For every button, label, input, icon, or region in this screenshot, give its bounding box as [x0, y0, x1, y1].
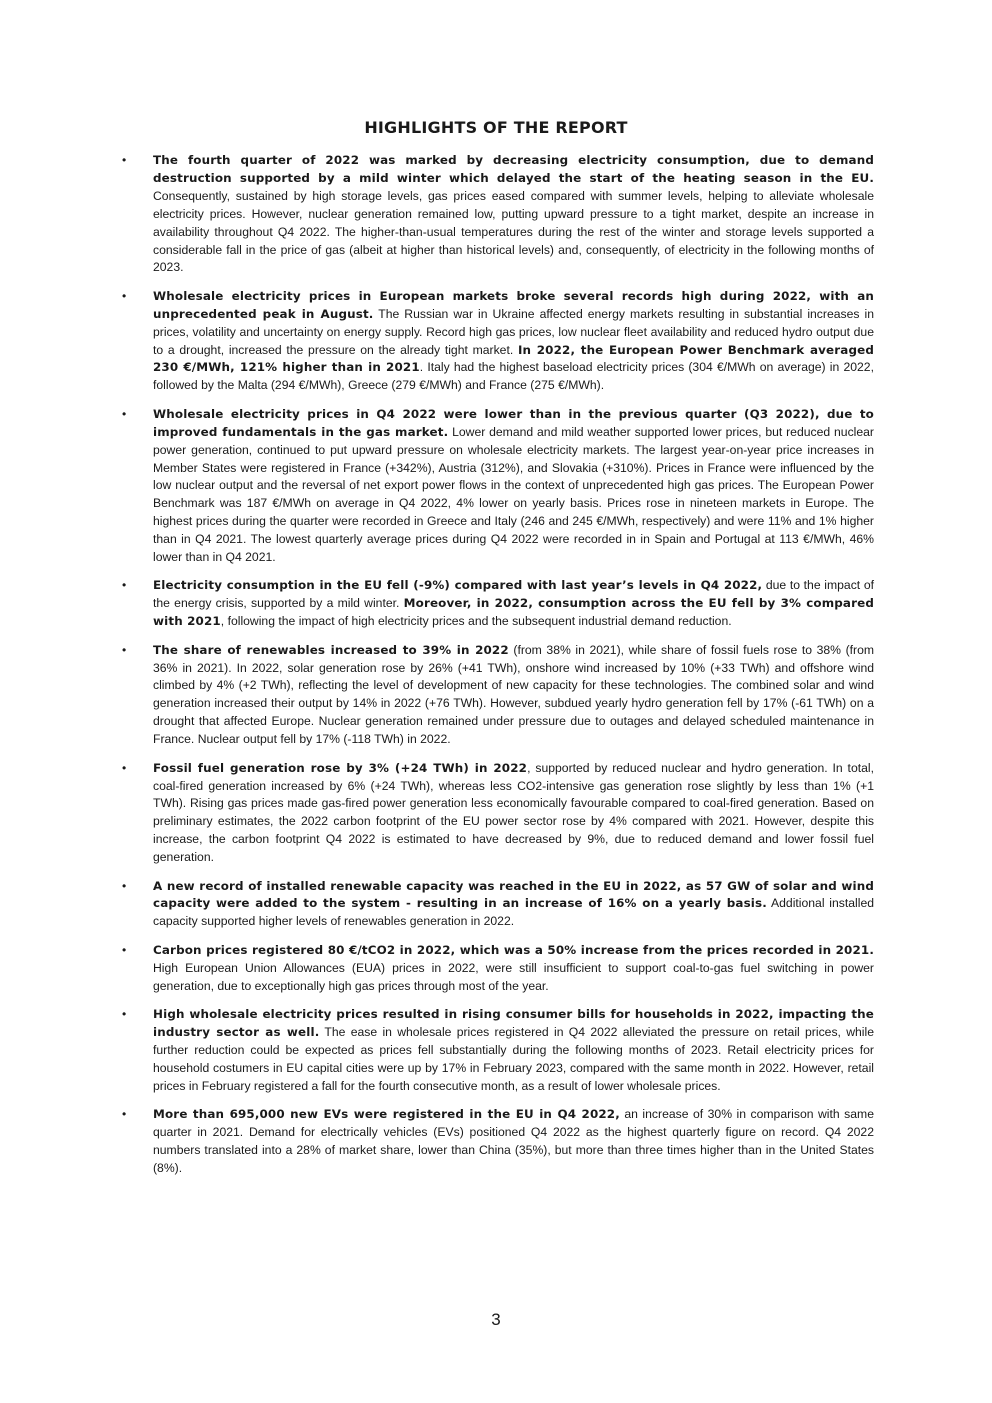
- highlight-lead: Fossil fuel generation rose by 3% (+24 TWh) in 2022: [153, 760, 528, 775]
- highlight-text: an increase of 30% in comparison with same quarter in 2021. Demand for electrically vehicles (EVs) positioned Q4 2022 as the highest quarterly figure on record. Q4 2022 numbers translated into a 28% of market share, lower than China (35%), but more than three times higher than in the United States (8%).: [153, 1107, 874, 1175]
- page-title: HIGHLIGHTS OF THE REPORT: [364, 118, 628, 137]
- highlight-text: Consequently, sustained by high storage levels, gas prices eased compared with summer levels, helping to alleviate wholesale electricity prices. However, nuclear generation remained low, putting upward pressure to a tight market, despite an increase in availability throughout Q4 2022. The higher-than-usual temperatures during the rest of the winter and storage levels supported a considerable fall in the price of gas (albeit at higher than historical levels) and, consequently, of electricity in the following months of 2023.: [153, 188, 874, 275]
- list-item: [122, 760, 874, 867]
- highlight-text: Lower demand and mild weather supported lower prices, but reduced nuclear power generation, continued to put upward pressure on wholesale electricity markets. The largest year-on-year price increases in Member States were registered in France (+342%), Austria (312%), and Slovakia (+310%). Prices in France were influenced by the low nuclear output and the reversal of net export power flows in the context of unprecedented high gas prices. The European Power Benchmark was 187 €/MWh on average in Q4 2022, 4% lower on yearly basis. Prices rose in nineteen markets in Europe. The highest prices during the quarter were recorded in Greece and Italy (246 and 245 €/MWh, respectively) and were 11% and 1% higher than in Q4 2021. The lowest quarterly average prices during Q4 2022 were recorded in in Spain and Portugal at 113 €/MWh, 46% lower than in Q4 2021.: [153, 424, 874, 565]
- bullet-icon: •: [122, 1107, 127, 1121]
- highlight-lead: Wholesale electricity prices in Q4 2022 were lower than in the previous quarter (Q3 2022), due to improved fundamentals in the gas market.: [153, 406, 874, 439]
- list-item: [122, 288, 874, 395]
- highlight-text: , following the impact of high electricity prices and the subsequent industrial demand reduction.: [220, 614, 732, 629]
- highlight-lead: The share of renewables increased to 39% in 2022: [153, 642, 509, 657]
- highlight-text: due to the impact of the energy crisis, supported by a mild winter.: [153, 578, 874, 611]
- highlight-lead: Wholesale electricity prices in European markets broke several records high during 2022, with an unprecedented peak in August.: [153, 288, 874, 321]
- highlight-text: High European Union Allowances (EUA) prices in 2022, were still insufficient to support coal-to-gas fuel switching in power generation, due to exceptionally high gas prices through most of the year.: [153, 960, 874, 993]
- bullet-icon: •: [122, 942, 127, 957]
- list-item: [122, 1106, 874, 1178]
- highlight-text: Additional installed capacity supported higher levels of renewables generation in 2022.: [153, 896, 874, 929]
- bullet-icon: •: [122, 642, 127, 657]
- highlights-list: [122, 152, 874, 1188]
- bullet-icon: •: [122, 153, 127, 167]
- page-number: 3: [491, 1310, 501, 1329]
- highlight-emphasis: In 2022, the European Power Benchmark averaged 230 €/MWh, 121% higher than in 2021: [153, 342, 874, 375]
- bullet-icon: •: [122, 878, 127, 893]
- bullet-icon: •: [122, 406, 127, 421]
- highlight-lead: More than 695,000 new EVs were registered in the EU in Q4 2022,: [153, 1107, 620, 1121]
- list-item: [122, 1006, 874, 1096]
- bullet-icon: •: [122, 1006, 127, 1021]
- highlight-text: The Russian war in Ukraine affected energy markets resulting in substantial increases in prices, volatility and uncertainty on energy supply. Record high gas prices, low nuclear fleet availability and reduced hydro output due to a drought, increased the pressure on the already tight market.: [153, 306, 874, 357]
- highlight-text: . Italy had the highest baseload electricity prices (304 €/MWh on average) in 2022, followed by the Malta (294 €/MWh), Greece (279 €/MWh) and France (275 €/MWh).: [153, 360, 874, 393]
- list-item: [122, 642, 874, 749]
- list-item: [122, 942, 874, 996]
- highlight-emphasis: Moreover, in 2022, consumption across the EU fell by 3% compared with 2021: [153, 596, 874, 629]
- list-item: [122, 406, 874, 567]
- highlight-lead: A new record of installed renewable capacity was reached in the EU in 2022, as 57 GW of solar and wind capacity were added to the system - resulting in an increase of 16% on a yearly basis.: [153, 878, 874, 911]
- highlight-lead: The fourth quarter of 2022 was marked by decreasing electricity consumption, due to demand destruction supported by a mild winter which delayed the start of the heating season in the EU.: [153, 153, 874, 185]
- bullet-icon: •: [122, 578, 127, 593]
- list-item: [122, 878, 874, 932]
- highlight-lead: High wholesale electricity prices resulted in rising consumer bills for households in 2022, impacting the industry sector as well.: [153, 1006, 874, 1039]
- highlight-lead: Electricity consumption in the EU fell (-9%) compared with last year’s levels in Q4 2022,: [153, 578, 763, 593]
- bullet-icon: •: [122, 760, 127, 775]
- highlight-text: , supported by reduced nuclear and hydro generation. In total, coal-fired generation increased by 6% (+24 TWh), whereas less CO2-intensive gas generation rose slightly by less than 1% (+1 TWh). Rising gas prices made gas-fired power generation less economically favourable compared to coal-fired generation. Based on preliminary estimates, the 2022 carbon footprint of the EU power sector rose by 4% compared with 2021. However, despite this increase, the carbon footprint Q4 2022 is estimated to have decreased by 9%, due to reduced demand and lower fossil fuel generation.: [153, 760, 874, 865]
- list-item: [122, 152, 874, 277]
- list-item: [122, 577, 874, 631]
- bullet-icon: •: [122, 288, 127, 303]
- highlight-lead: Carbon prices registered 80 €/tCO2 in 2022, which was a 50% increase from the prices recorded in 2021.: [153, 942, 874, 957]
- highlight-text: The ease in wholesale prices registered in Q4 2022 alleviated the pressure on retail prices, while further reduction could be expected as prices fell substantially during the following months of 2023. Retail electricity prices for household costumers in EU capital cities were up by 17% in February 2023, compared with the same month in 2022. However, retail prices in February registered a fall for the fourth consecutive month, as a result of lower wholesale prices.: [153, 1024, 874, 1093]
- highlight-text: (from 38% in 2021), while share of fossil fuels rose to 38% (from 36% in 2021). In 2022, solar generation rose by 26% (+41 TWh), onshore wind increased by 10% (+33 TWh) and offshore wind climbed by 4% (+2 TWh), reflecting the level of development of new capacity for these technologies. The combined solar and wind generation increased their output by 14% in 2022 (+76 TWh). However, subdued yearly hydro generation fell by 17% (-61 TWh) on a drought that affected Europe. Nuclear generation remained under pressure due to outages and delayed scheduled maintenance in France. Nuclear output fell by 17% (-118 TWh) in 2022.: [153, 642, 874, 747]
